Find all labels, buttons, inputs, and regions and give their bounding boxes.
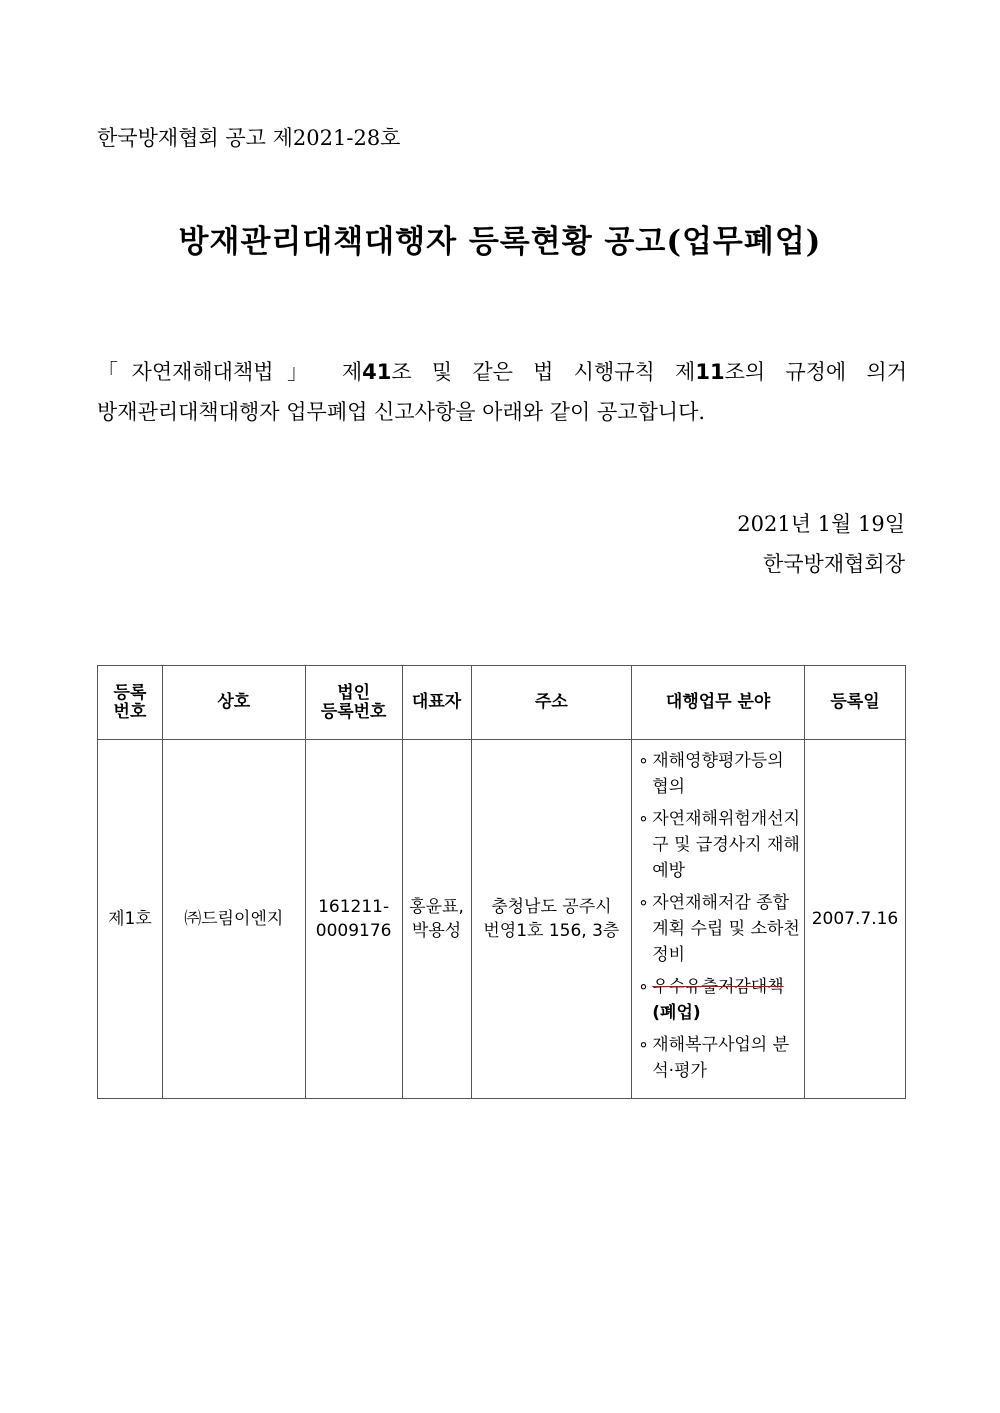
cell-corp-no (305, 740, 402, 1099)
header-reg-no: 등록 번호 (98, 666, 163, 740)
bullet-icon: ∘ (638, 893, 649, 913)
header-reg-date: 등록일 (804, 666, 905, 740)
field-list (632, 740, 804, 1098)
field-text: 자연재해저감 종합계획 수립 및 소하천정비 (652, 893, 800, 965)
bullet-icon: ∘ (638, 1035, 649, 1055)
cell-address (471, 740, 632, 1099)
field-text-struck: 우수유출저감대책 (652, 977, 784, 997)
corp-no-part: 0009176 (315, 921, 392, 941)
article-number: 41 (362, 360, 392, 384)
list-item (638, 1032, 804, 1084)
list-item (638, 890, 804, 968)
field-text: 재해복구사업의 분석·평가 (652, 1035, 790, 1081)
address-line: 충청남도 공주시 (491, 897, 612, 917)
list-item-closed (638, 974, 804, 1026)
closed-tag: (폐업) (652, 1003, 701, 1023)
corp-no-part: 161211- (318, 897, 390, 917)
list-item (638, 806, 804, 884)
registration-table (97, 665, 906, 1099)
bullet-icon: ∘ (638, 977, 649, 997)
table-header-row (98, 666, 906, 740)
representative-name: 홍윤표, (409, 897, 464, 917)
signer: 한국방재협회장 (762, 552, 905, 576)
cell-reg-date: 2007.7.16 (804, 740, 905, 1099)
header-representative: 대표자 (402, 666, 471, 740)
cell-fields (632, 740, 805, 1099)
header-address: 주소 (471, 666, 632, 740)
bullet-icon: ∘ (638, 809, 649, 829)
body-part: 조의 규정에 의거 방재관리대책대행자 업무폐업 신고사항을 아래와 같이 공고합니다. (97, 360, 907, 424)
table-row (98, 740, 906, 1099)
field-text: 재해영향평가등의 협의 (652, 751, 784, 797)
bullet-icon: ∘ (638, 751, 649, 771)
header-corp-no: 법인 등록번호 (305, 666, 402, 740)
notice-number: 한국방재협회 공고 제2021-28호 (97, 126, 401, 150)
cell-representative (402, 740, 471, 1099)
list-item (638, 748, 804, 800)
body-part: 조 및 같은 법 시행규칙 제 (391, 360, 696, 384)
notice-date: 2021년 1월 19일 (737, 512, 905, 536)
cell-company: ㈜드림이엔지 (162, 740, 305, 1099)
body-part: 「자연재해대책법」 제 (97, 360, 363, 384)
cell-reg-no: 제1호 (98, 740, 163, 1099)
notice-body (97, 352, 907, 432)
address-line: 번영1호 156, 3층 (483, 921, 620, 941)
header-fields: 대행업무 분야 (632, 666, 805, 740)
header-company: 상호 (162, 666, 305, 740)
article-number: 11 (695, 360, 725, 384)
field-text: 자연재해위험개선지구 및 급경사지 재해예방 (652, 809, 801, 881)
document-title: 방재관리대책대행자 등록현황 공고(업무폐업) (178, 224, 822, 260)
representative-name: 박용성 (411, 921, 462, 941)
